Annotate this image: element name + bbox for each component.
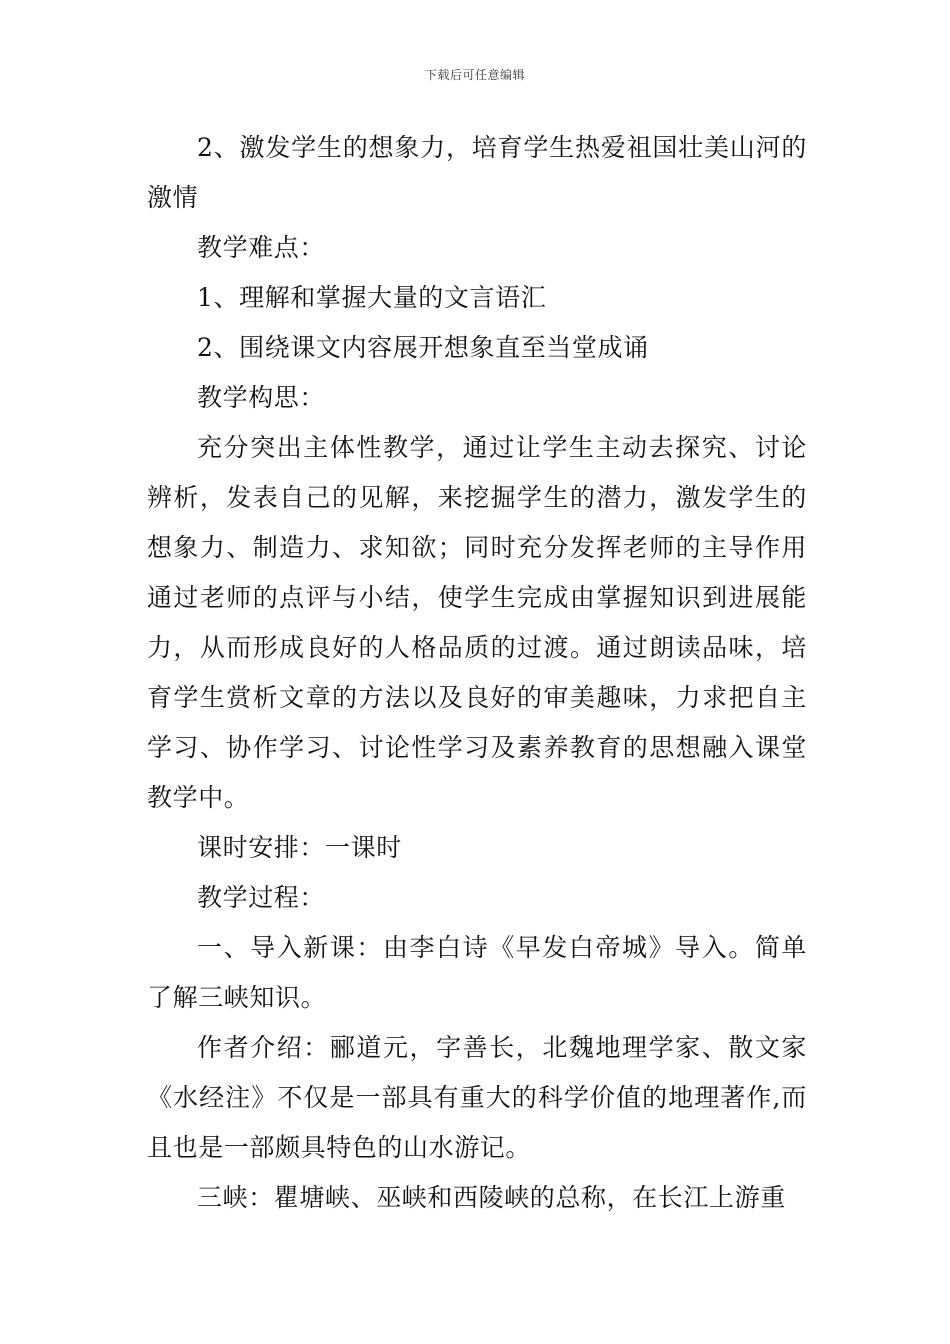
heading-difficulties: 教学难点：	[197, 233, 326, 262]
heading-process: 教学过程：	[197, 883, 326, 912]
paragraph-schedule: 课时安排：一课时	[197, 833, 402, 862]
paragraph-author: 作者介绍：郦道元，字善长，北魏地理学家、散文家《水经注》不仅是一部具有重大的科学价值的地理著作,而且也是一部颇具特色的山水游记。	[147, 1033, 807, 1162]
heading-design: 教学构思：	[197, 383, 326, 412]
document-body	[147, 123, 807, 1223]
paragraph-difficulty-2: 2、围绕课文内容展开想象直至当堂成诵	[197, 333, 649, 362]
paragraph-design: 充分突出主体性教学，通过让学生主动去探究、讨论辨析，发表自己的见解，来挖掘学生的潜力，激发学生的想象力、制造力、求知欲；同时充分发挥老师的主导作用通过老师的点评与小结，使学生完成由掌握知识到进展能力，从而形成良好的人格品质的过渡。通过朗读品味，培育学生赏析文章的方法以及良好的审美趣味，力求把自主学习、协作学习、讨论性学习及素养教育的思想融入课堂教学中。	[147, 433, 807, 812]
paragraph-three-gorges: 三峡：瞿塘峡、巫峡和西陵峡的总称，在长江上游重	[197, 1183, 786, 1212]
header-note: 下载后可任意编辑	[424, 68, 525, 82]
paragraph-intro: 一、导入新课：由李白诗《早发白帝城》导入。简单了解三峡知识。	[147, 933, 807, 1012]
paragraph-difficulty-1: 1、理解和掌握大量的文言语汇	[197, 283, 547, 312]
paragraph-objective-2: 2、激发学生的想象力，培育学生热爱祖国壮美山河的激情	[147, 133, 807, 212]
